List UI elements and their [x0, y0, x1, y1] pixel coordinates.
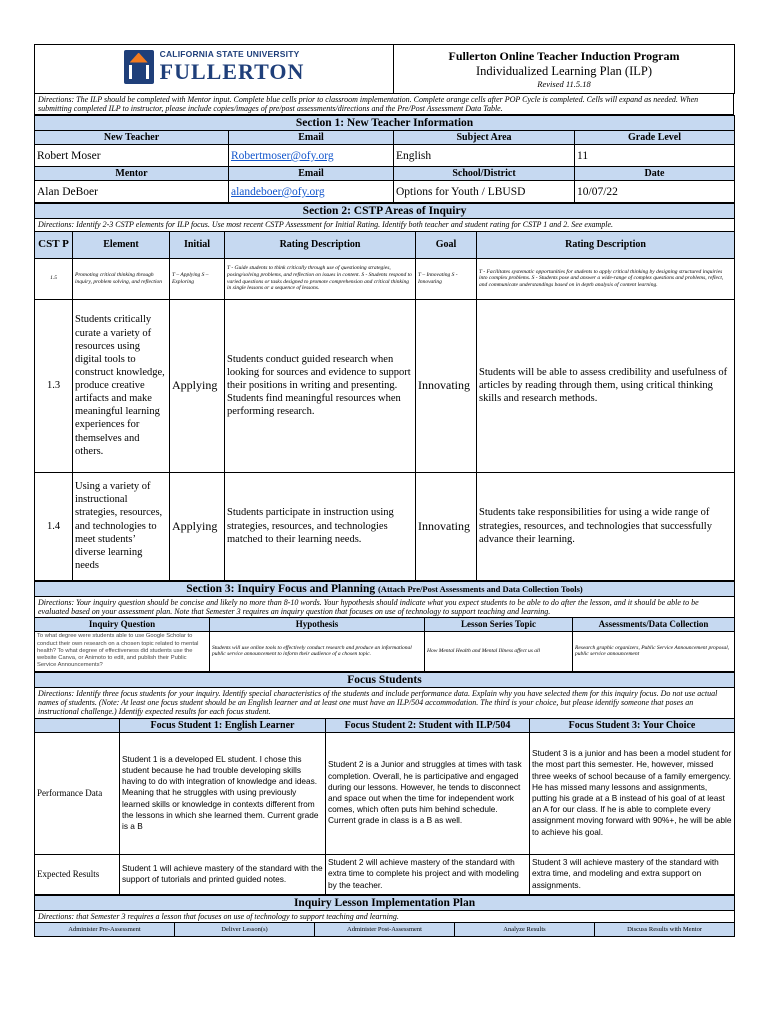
focus-students-table — [34, 672, 735, 895]
cstp-number: 1.3 — [35, 299, 73, 472]
logo-cell — [35, 45, 394, 94]
header-mentor: Mentor — [35, 167, 229, 181]
inquiry-question: To what degree were students able to use Google Scholar to conduct their own research on a chosen topic related to mental health? To what degree of effectiveness did students use the website Canva, or Animoto to edit, and publish their Public Service Announcements? — [35, 631, 210, 671]
cstp-initial-desc: Students conduct guided research when looking for sources and evidence to support their positions in writing and presenting. Students find meaningful resources when performing research. — [225, 299, 416, 472]
example-initial-desc: T - Guide students to think critically through use of questioning strategies, posing/solving problems, and reflection on issues in content. S - Students respond to varied questions or tasks designed to promote comprehension and critical thinking in single lessons or a sequence of lessons. — [225, 258, 416, 299]
header-mentor-email: Email — [229, 167, 394, 181]
header-table — [34, 44, 735, 94]
cstp-number: 1.4 — [35, 472, 73, 580]
cstp-goal-desc: Students will be able to assess credibility and usefulness of articles by reading through them, using critical thinking skills and research methods. — [477, 299, 735, 472]
cstp-goal: Innovating — [416, 472, 477, 580]
focus-directions: Directions: Identify three focus students for your inquiry. Identify special characteristics of the students and include performance data. Explain why you have selected them for this inquiry focus. Do not use actual names of students. (Note: At least one focus student should be an English learner and at least one must have an ILP/504 accommodation. The third is your choice, but please identify someone that poses an instructional challenge.) Identify expected results for each focus student. — [35, 687, 735, 718]
header-focus-student-3: Focus Student 3: Your Choice — [530, 718, 735, 732]
section2-directions: Directions: Identify 2-3 CSTP elements for ILP focus. Use most recent CSTP Assessment for Initial Rating. Identify both teacher and student rating for CSTP 1 and 2. See example. — [35, 219, 735, 231]
ilp-document — [34, 44, 734, 937]
program-title-cell — [394, 45, 735, 94]
hypothesis: Students will use online tools to effectively conduct research and produce an informational public service announcement to inform their audience of a chosen topic. — [210, 631, 425, 671]
header-assessments: Assessments/Data Collection — [573, 617, 735, 631]
section3-directions: Directions: Your inquiry question should be concise and likely no more than 8-10 words. Your hypothesis should indicate what you expect students to be able to do after the lesson, and it should be able to be evaluated based on your assessment plan. Note that Semester 3 requires an inquiry question that focuses on use of technology to support teaching and learning. — [35, 596, 735, 617]
header-post-assessment: Administer Post-Assessment — [315, 922, 455, 936]
header-subject-area: Subject Area — [394, 131, 575, 145]
focus-title: Focus Students — [35, 672, 735, 687]
cstp-element: Using a variety of instructional strategies, resources, and technologies to meet students’ diverse learning needs — [73, 472, 170, 580]
cstp-initial: Applying — [170, 472, 225, 580]
program-title: Fullerton Online Teacher Induction Program — [448, 49, 680, 63]
header-new-teacher: New Teacher — [35, 131, 229, 145]
header-initial: Initial — [170, 231, 225, 258]
plan-title: Individualized Learning Plan (ILP) — [476, 64, 652, 78]
teacher-name: Robert Moser — [35, 145, 229, 167]
cstp-initial: Applying — [170, 299, 225, 472]
grade-level: 11 — [575, 145, 735, 167]
section3-table — [34, 581, 735, 672]
header-element: Element — [73, 231, 170, 258]
header-inquiry-question: Inquiry Question — [35, 617, 210, 631]
university-seal-icon — [124, 50, 154, 84]
header-cstp: CST P — [35, 231, 73, 258]
section2-title: Section 2: CSTP Areas of Inquiry — [35, 204, 735, 219]
header-deliver-lessons: Deliver Lesson(s) — [175, 922, 315, 936]
header-email: Email — [229, 131, 394, 145]
section2-table — [34, 203, 735, 580]
implementation-table — [34, 895, 735, 937]
mentor-email-link[interactable]: alandeboer@ofy.org — [231, 185, 325, 198]
revised-date: Revised 11.5.18 — [537, 79, 591, 89]
example-cstp: 1.5 — [35, 258, 73, 299]
section1-table — [34, 115, 735, 203]
cstp-initial-desc: Students participate in instruction using strategies, resources, and technologies matched to their learning needs. — [225, 472, 416, 580]
header-goal: Goal — [416, 231, 477, 258]
expected-results-label: Expected Results — [35, 854, 120, 894]
header-school-district: School/District — [394, 167, 575, 181]
lesson-topic: How Mental Health and Mental Illness affect us all — [425, 631, 573, 671]
university-logo — [124, 50, 305, 84]
cstp-goal-desc: Students take responsibilities for using a wide range of strategies, resources, and technologies that successfully advance their learning. — [477, 472, 735, 580]
focus-student-1-expected: Student 1 will achieve mastery of the standard with the support of tutorials and printed guided notes. — [120, 854, 326, 894]
header-pre-assessment: Administer Pre-Assessment — [35, 922, 175, 936]
cstp-row — [35, 472, 735, 580]
school-district: Options for Youth / LBUSD — [394, 181, 575, 203]
implementation-directions: Directions: that Semester 3 requires a lesson that focuses on use of technology to support teaching and learning. — [35, 910, 735, 922]
performance-data-label: Performance Data — [35, 732, 120, 854]
focus-student-3-expected: Student 3 will achieve mastery of the standard with extra time, and modeling and extra support on assignments. — [530, 854, 735, 894]
header-goal-rating-description: Rating Description — [477, 231, 735, 258]
university-top-text: CALIFORNIA STATE UNIVERSITY — [159, 49, 300, 60]
header-grade-level: Grade Level — [575, 131, 735, 145]
example-goal-desc: T - Facilitates systematic opportunities for students to apply critical thinking by designing structured inquiries into complex problems. S - Students pose and answer a wide-range of complex questions and problems, reflect, and communicate understandings based on in depth analysis of content learning. — [477, 258, 735, 299]
university-main-text: FULLERTON — [159, 58, 305, 84]
example-element: Promoting critical thinking through inquiry, problem solving, and reflection — [73, 258, 170, 299]
mentor-name: Alan DeBoer — [35, 181, 229, 203]
date-value: 10/07/22 — [575, 181, 735, 203]
header-focus-student-2: Focus Student 2: Student with ILP/504 — [326, 718, 530, 732]
cstp-row — [35, 299, 735, 472]
focus-student-2-performance: Student 2 is a Junior and struggles at times with task completion. Overall, he is participative and engaged during our lessons. However, he tends to disconnect and space out when the time for independent work comes, which often puts him behind schedule. Current grade in class is a B as well. — [326, 732, 530, 854]
example-initial: T – Applying S – Exploring — [170, 258, 225, 299]
header-lesson-topic: Lesson Series Topic — [425, 617, 573, 631]
focus-student-3-performance: Student 3 is a junior and has been a model student for the most part this semester. He, however, missed three weeks of school because of a family emergency. He has missed many lessons and assignments, putting his grade at a B instead of his goal of at least an A for our class. If he is able to complete every assignment moving forward with 90%+, he will be able to achieve his goal. — [530, 732, 735, 854]
example-goal: T – Innovating S - Innovating — [416, 258, 477, 299]
header-focus-student-1: Focus Student 1: English Learner — [120, 718, 326, 732]
header-rating-description: Rating Description — [225, 231, 416, 258]
focus-student-1-performance: Student 1 is a developed EL student. I chose this student because he had trouble developing skills having to do with integration of knowledge and ideas. Meaning that he struggles with using previously learned skills or knowledge in contexts different from the lessons in which she learned them. Current grade is a B — [120, 732, 326, 854]
header-analyze-results: Analyze Results — [455, 922, 595, 936]
section1-title: Section 1: New Teacher Information — [35, 116, 735, 131]
section3-title: Section 3: Inquiry Focus and Planning — [186, 582, 376, 595]
cstp-element: Students critically curate a variety of resources using digital tools to construct knowledge, produce creative artifacts and make meaningful learning experiences for themselves and others. — [73, 299, 170, 472]
subject-area: English — [394, 145, 575, 167]
focus-corner — [35, 718, 120, 732]
cstp-goal: Innovating — [416, 299, 477, 472]
section3-title-cell — [35, 581, 735, 596]
header-discuss-results: Discuss Results with Mentor — [595, 922, 735, 936]
teacher-email-link[interactable]: Robertmoser@ofy.org — [231, 149, 334, 162]
focus-student-2-expected: Student 2 will achieve mastery of the standard with extra time to complete his project and with modeling by the teacher. — [326, 854, 530, 894]
assessments: Research graphic organizers, Public Service Announcement proposal, public service announcement — [573, 631, 735, 671]
header-hypothesis: Hypothesis — [210, 617, 425, 631]
ilp-directions: Directions: The ILP should be completed with Mentor input. Complete blue cells prior to classroom implementation. Complete orange cells after POP Cycle is completed. Cells will expand as needed. When submitting completed ILP to instructor, please include copies/images of pre/post assessments/directions and the Pre/Post Assessment Data Table. — [34, 94, 734, 115]
section3-title-note: (Attach Pre/Post Assessments and Data Collection Tools) — [377, 583, 583, 594]
implementation-title: Inquiry Lesson Implementation Plan — [35, 895, 735, 910]
header-date: Date — [575, 167, 735, 181]
